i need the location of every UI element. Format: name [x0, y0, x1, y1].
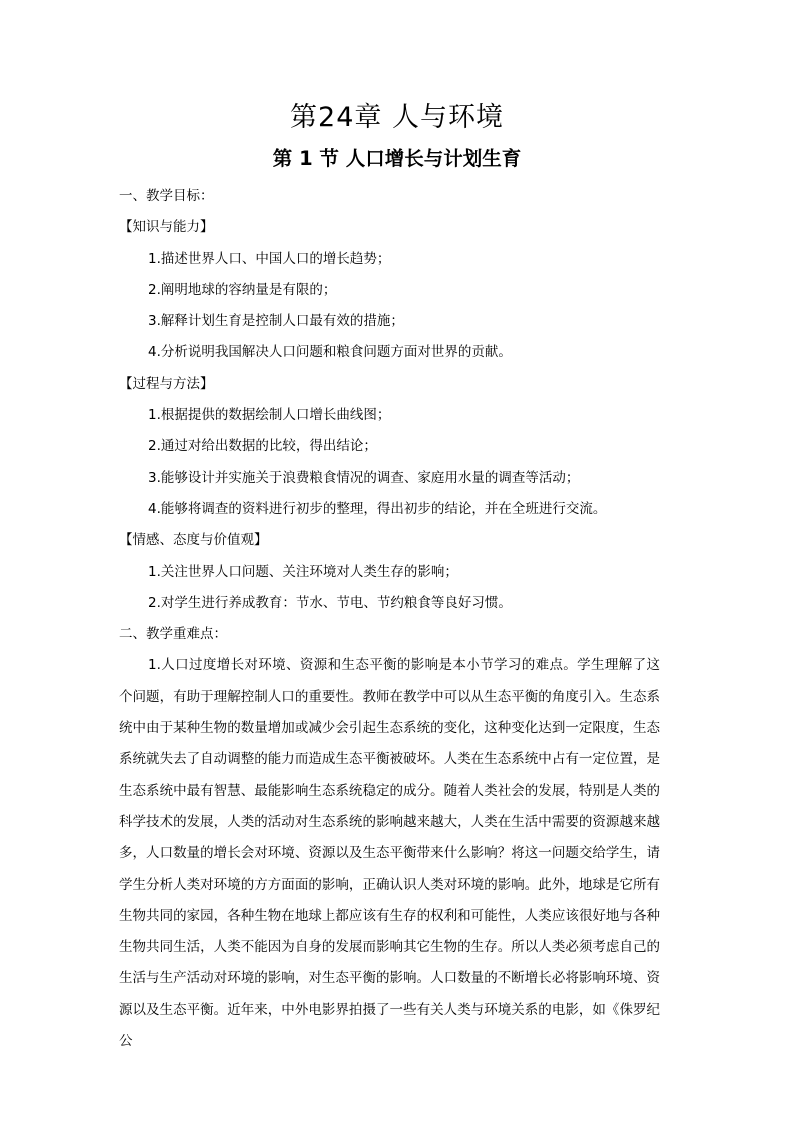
attitude-heading: 【情感、态度与价值观】: [119, 532, 268, 549]
list-item: 2.对学生进行养成教育：节水、节电、节约粮食等良好习惯。: [148, 594, 512, 611]
list-item: 3.解释计划生育是控制人口最有效的措施；: [148, 313, 404, 330]
body-paragraph: 1.人口过度增长对环境、资源和生态平衡的影响是本小节学习的难点。学生理解了这个问题，有助于理解控制人口的重要性。教师在教学中可以从生态平衡的角度引入。生态系统中由于某种生物的数量增加或减少会引起生态系统的变化，这种变化达到一定限度，生态系统就失去了自动调整的能力而造成生态平衡被破坏。人类在生态系统中占有一定位置，是生态系统中最有智慧、最能影响生态系统稳定的成分。随着人类社会的发展，特别是人类的科学技术的发展，人类的活动对生态系统的影响越来越大，人类在生活中需要的资源越来越多，人口数量的增长会对环境、资源以及生态平衡带来什么影响？将这一问题交给学生，请学生分析人类对环境的方方面面的影响，正确认识人类对环境的影响。此外，地球是它所有生物共同的家园，各种生物在地球上都应该有生存的权利和可能性，人类应该很好地与各种生物共同生活，人类不能因为自身的发展而影响其它生物的生存。所以人类必须考虑自己的生活与生产活动对环境的影响，对生态平衡的影响。人口数量的不断增长必将影响环境、资源以及生态平衡。近年来，中外电影界拍摄了一些有关人类与环境关系的电影，如《侏罗纪公: [119, 657, 660, 1050]
section-heading-key-points: 二、教学重难点：: [119, 626, 227, 643]
list-item: 1.关注世界人口问题、关注环境对人类生存的影响；: [148, 563, 458, 580]
section-heading-objectives: 一、教学目标：: [119, 188, 214, 204]
chapter-title: 第24章 人与环境: [290, 102, 504, 133]
list-item: 3.能够设计并实施关于浪费粮食情况的调查、家庭用水量的调查等活动；: [148, 469, 580, 486]
section-title: 第 1 节 人口增长与计划生育: [272, 147, 522, 170]
list-item: 2.阐明地球的容纳量是有限的；: [148, 281, 337, 298]
list-item: 4.能够将调查的资料进行初步的整理，得出初步的结论，并在全班进行交流。: [148, 500, 607, 517]
list-item: 1.根据提供的数据绘制人口增长曲线图；: [148, 407, 391, 424]
process-heading: 【过程与方法】: [119, 375, 214, 392]
knowledge-heading: 【知识与能力】: [119, 219, 214, 236]
list-item: 4.分析说明我国解决人口问题和粮食问题方面对世界的贡献。: [148, 344, 512, 361]
document-body: [119, 181, 660, 1057]
list-item: 1.描述世界人口、中国人口的增长趋势；: [148, 250, 391, 267]
list-item: 2.通过对给出数据的比较，得出结论；: [148, 438, 377, 455]
